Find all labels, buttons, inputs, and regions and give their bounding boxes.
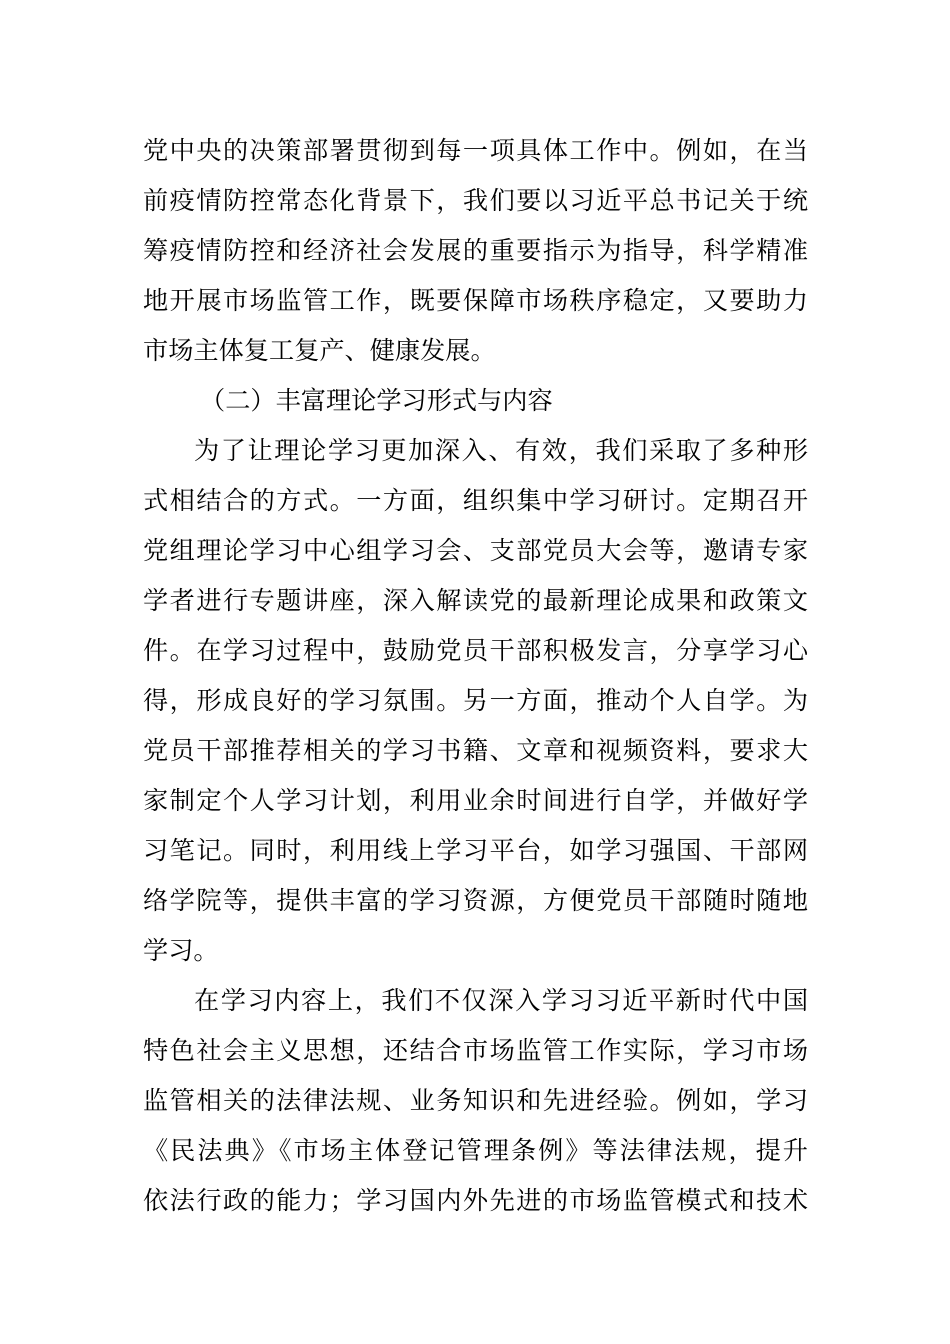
text-line: 家制定个人学习计划，利用业余时间进行自学，并做好学 — [143, 786, 808, 815]
document-body — [143, 126, 808, 1226]
text-line: 特色社会主义思想，还结合市场监管工作实际，学习市场 — [143, 1036, 808, 1065]
text-line: 依法行政的能力；学习国内外先进的市场监管模式和技术 — [143, 1186, 808, 1215]
text-line: 式相结合的方式。一方面，组织集中学习研讨。定期召开 — [143, 486, 808, 515]
text-line: 地开展市场监管工作，既要保障市场秩序稳定，又要助力 — [143, 286, 808, 315]
text-line: 习笔记。同时，利用线上学习平台，如学习强国、干部网 — [143, 836, 808, 865]
paragraph-2 — [143, 426, 808, 976]
text-line: 件。在学习过程中，鼓励党员干部积极发言，分享学习心 — [143, 636, 808, 665]
text-line: 市场主体复工复产、健康发展。 — [143, 336, 496, 365]
text-line: 《民法典》《市场主体登记管理条例》等法律法规，提升 — [143, 1136, 808, 1165]
text-line: 党组理论学习中心组学习会、支部党员大会等，邀请专家 — [143, 536, 808, 565]
text-line: 党中央的决策部署贯彻到每一项具体工作中。例如，在当 — [143, 136, 808, 165]
text-line: 前疫情防控常态化背景下，我们要以习近平总书记关于统 — [143, 186, 808, 215]
text-line: 学习。 — [143, 936, 219, 965]
text-line: 监管相关的法律法规、业务知识和先进经验。例如，学习 — [143, 1086, 808, 1115]
text-line: 得，形成良好的学习氛围。另一方面，推动个人自学。为 — [143, 686, 808, 715]
text-line: 学者进行专题讲座，深入解读党的最新理论成果和政策文 — [143, 586, 808, 615]
text-line: 为了让理论学习更加深入、有效，我们采取了多种形 — [194, 436, 808, 465]
text-line: 络学院等，提供丰富的学习资源，方便党员干部随时随地 — [143, 886, 808, 915]
text-line: 筹疫情防控和经济社会发展的重要指示为指导，科学精准 — [143, 236, 808, 265]
paragraph-3 — [143, 976, 808, 1226]
text-line: 党员干部推荐相关的学习书籍、文章和视频资料，要求大 — [143, 736, 808, 765]
text-line: 在学习内容上，我们不仅深入学习习近平新时代中国 — [194, 986, 808, 1015]
section-heading: （二）丰富理论学习形式与内容 — [200, 386, 553, 415]
paragraph-1 — [143, 126, 808, 376]
